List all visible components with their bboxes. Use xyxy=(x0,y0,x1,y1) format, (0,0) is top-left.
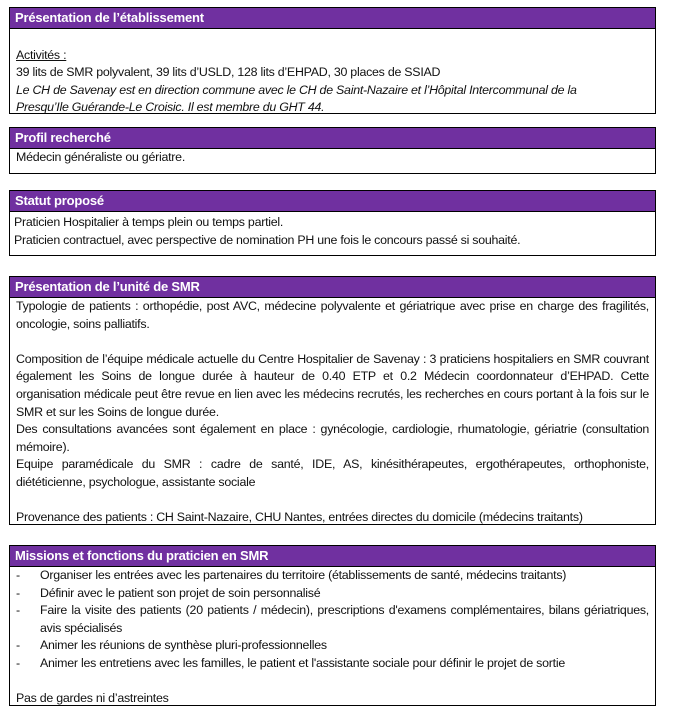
consultations-text: Des consultations avancées sont également en place : gynécologie, cardiologie, rhumatologie, gériatrie (consultation mémoire). xyxy=(16,422,649,454)
section-body xyxy=(10,29,655,117)
missions-list xyxy=(16,567,649,673)
list-item: - Animer les entretiens avec les familles, le patient et l'assistante sociale pour définir le projet de sortie xyxy=(16,655,649,673)
section-body xyxy=(10,298,655,527)
list-item: - Faire la visite des patients (20 patients / médecin), prescriptions d'examens complémentaires, bilans gériatriques, avis spécialisés xyxy=(16,602,649,637)
statut-line: Praticien Hospitalier à temps plein ou temps partiel. xyxy=(14,215,284,229)
statut-line: Praticien contractuel, avec perspective de nomination PH une fois le concours passé si souhaité. xyxy=(14,232,521,247)
section-missions xyxy=(9,545,656,706)
section-title: Présentation de l’unité de SMR xyxy=(10,277,655,298)
profil-text: Médecin généraliste ou gériatre. xyxy=(16,150,186,164)
section-etablissement xyxy=(9,7,656,114)
composition-text: Composition de l’équipe médicale actuelle du Centre Hospitalier de Savenay : 3 praticiens hospitaliers en SMR couvrant également les Soins de longue durée à hauteur de 0.40 ETP et 0.2 Médecin coordonnateur d’EHPAD. Cette organisation médicale peut être revue en lien avec les médecins recrutés, les recherches en cours portant à la fois sur le SMR et sur les Soins de longue durée. xyxy=(16,351,649,419)
section-statut xyxy=(9,190,656,256)
section-title: Missions et fonctions du praticien en SMR xyxy=(10,546,655,567)
direction-line-2: Presqu’Ile Guérande-Le Croisic. Il est membre du GHT 44. xyxy=(16,100,325,115)
list-item: - Animer les réunions de synthèse pluri-professionnelles xyxy=(16,637,649,655)
typologie-text: Typologie de patients : orthopédie, post AVC, médecine polyvalente et gériatrique avec prise en charge des fragilités, oncologie, soins palliatifs. xyxy=(16,299,649,331)
section-body xyxy=(10,567,655,708)
activites-label: Activités : xyxy=(16,47,67,62)
list-item: - Définir avec le patient son projet de soin personnalisé xyxy=(16,585,649,603)
provenance-text: Provenance des patients : CH Saint-Nazaire, CHU Nantes, entrées directes du domicile (médecins traitants) xyxy=(16,510,583,525)
missions-footer: Pas de gardes ni d’astreintes xyxy=(16,691,169,706)
section-profil xyxy=(9,127,656,174)
section-body xyxy=(10,149,655,167)
direction-line-1: Le CH de Savenay est en direction commune avec le CH de Saint-Nazaire et l’Hôpital Intercommunal de la xyxy=(16,82,577,97)
section-title: Présentation de l’établissement xyxy=(10,8,655,29)
section-body xyxy=(10,212,655,249)
section-unite-smr xyxy=(9,276,656,525)
section-title: Profil recherché xyxy=(10,128,655,149)
list-item: - Organiser les entrées avec les partenaires du territoire (établissements de santé, médecins traitants) xyxy=(16,567,649,585)
paramedicale-text: Equipe paramédicale du SMR : cadre de santé, IDE, AS, kinésithérapeutes, ergothérapeutes, orthophoniste, diététicienne, psychologue, assistante sociale xyxy=(16,457,649,489)
activites-text: 39 lits de SMR polyvalent, 39 lits d’USLD, 128 lits d’EHPAD, 30 places de SSIAD xyxy=(16,65,441,80)
section-title: Statut proposé xyxy=(10,191,655,212)
